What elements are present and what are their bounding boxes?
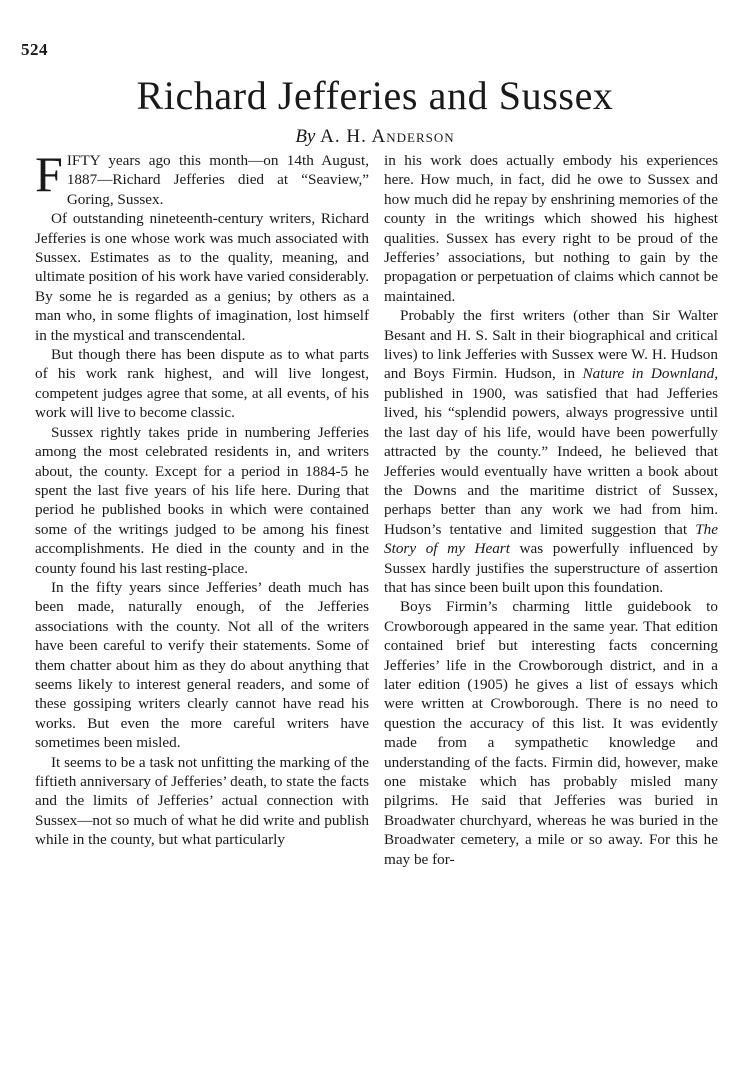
byline-author-rest: nderson — [386, 126, 455, 147]
left-column — [35, 146, 369, 869]
paragraph-1 — [35, 146, 369, 209]
paragraph-4: Sussex rightly takes pride in numbering Jefferies among the most celebrated residents in, and writers about, the county. Except for a period in 1884-5 he spent the last five years of his life here. During that period he published books in which were contained some of the writings judged to be among his finest accomplishments. He died in the county and in the county found his last resting-place. — [35, 423, 369, 577]
paragraph-8-text-c: was powerfully influenced by Sussex hardly justifies the superstructure of assertion that has since been built upon this foundation. — [384, 540, 718, 596]
paragraph-2: Of outstanding nineteenth-century writers, Richard Jefferies is one whose work was much associated with Sussex. Estimates as to the quality, meaning, and ultimate position of his work have varied considerably. By some he is regarded as a genius; by others as a man who, in some flights of imagination, lost himself in the mystical and transcendental. — [35, 210, 369, 344]
paragraph-5: In the fifty years since Jefferies’ death much has been made, naturally enough, of the Jefferies associations with the county. Not all of the writers have been careful to verify their statements. Some of them chatter about him as they do about anything that seems likely to interest general readers, and some of these gossiping writers clearly cannot have read his works. But even the more careful writers have sometimes been misled. — [35, 578, 369, 752]
article-body — [35, 146, 718, 869]
paragraph-8 — [384, 306, 718, 597]
byline-author — [320, 126, 455, 147]
paragraph-3: But though there has been dispute as to what parts of his work rank highest, and will live longest, competent judges agree that some, at all events, of his work will live to become classic. — [35, 346, 369, 422]
paragraph-1-text: IFTY years ago this month—on 14th August, 1887—Richard Jefferies died at “Seaview,” Goring, Sussex. — [66, 152, 369, 208]
book-title-story-of-my-heart: The Story of my Heart — [384, 520, 718, 558]
paragraph-8-text-b: published in 1900, was satisfied that had Jefferies lived, his “splendid powers, always progressive until the last day of his life, would have been powerfully attracted by the county.” Indeed, he believed that Jefferies would eventually have written a book about the Downs and the maritime district of Sussex, perhaps better than any work we had from him. Hudson’s tentative and limited suggestion that — [384, 384, 718, 538]
paragraph-6: It seems to be a task not unfitting the marking of the fiftieth anniversary of Jefferies’ death, to state the facts and the limits of Jefferies’ actual connection with Sussex—not so much of what he did write and publish while in the county, but what particularly — [35, 753, 369, 849]
page-number: 524 — [21, 40, 48, 59]
paragraph-8-text-a: Probably the first writers (other than Sir Walter Besant and H. S. Salt in their biographical and critical lives) to link Jefferies with Sussex were W. H. Hudson and Boys Firmin. Hudson, in — [384, 307, 718, 383]
right-column — [384, 151, 718, 869]
byline-prefix: By — [295, 126, 316, 147]
paragraph-9: Boys Firmin’s charming little guidebook to Crowborough appeared in the same year. That edition contained brief but interesting facts concerning Jefferies’ life in the Crowborough district, and in a later edition (1905) he gives a list of essays which were written at Crowborough. There is no need to question the accuracy of this list. It was evidently made from a sympathetic knowledge and understanding of the facts. Firmin did, however, make one mistake which has probably misled many pilgrims. He said that Jefferies was buried in Broadwater churchyard, whereas he was buried in the Broadwater cemetery, a mile or so away. For this he may be for- — [384, 598, 718, 868]
book-title-nature-in-downland: Nature in Downland, — [582, 365, 718, 383]
paragraph-7: in his work does actually embody his experiences here. How much, in fact, did he owe to Sussex and how much did he repay by enshrining memories of the county in the writings which showed his highest qualities. Sussex has every right to be proud of the Jefferies’ associations, but nothing to gain by the propagation or perpetuation of claims which cannot be maintained. — [384, 152, 718, 305]
byline-author-initials: A. H. A — [320, 126, 387, 147]
drop-cap: F — [35, 146, 63, 202]
byline — [0, 124, 750, 150]
article-title: Richard Jefferies and Sussex — [136, 73, 614, 118]
